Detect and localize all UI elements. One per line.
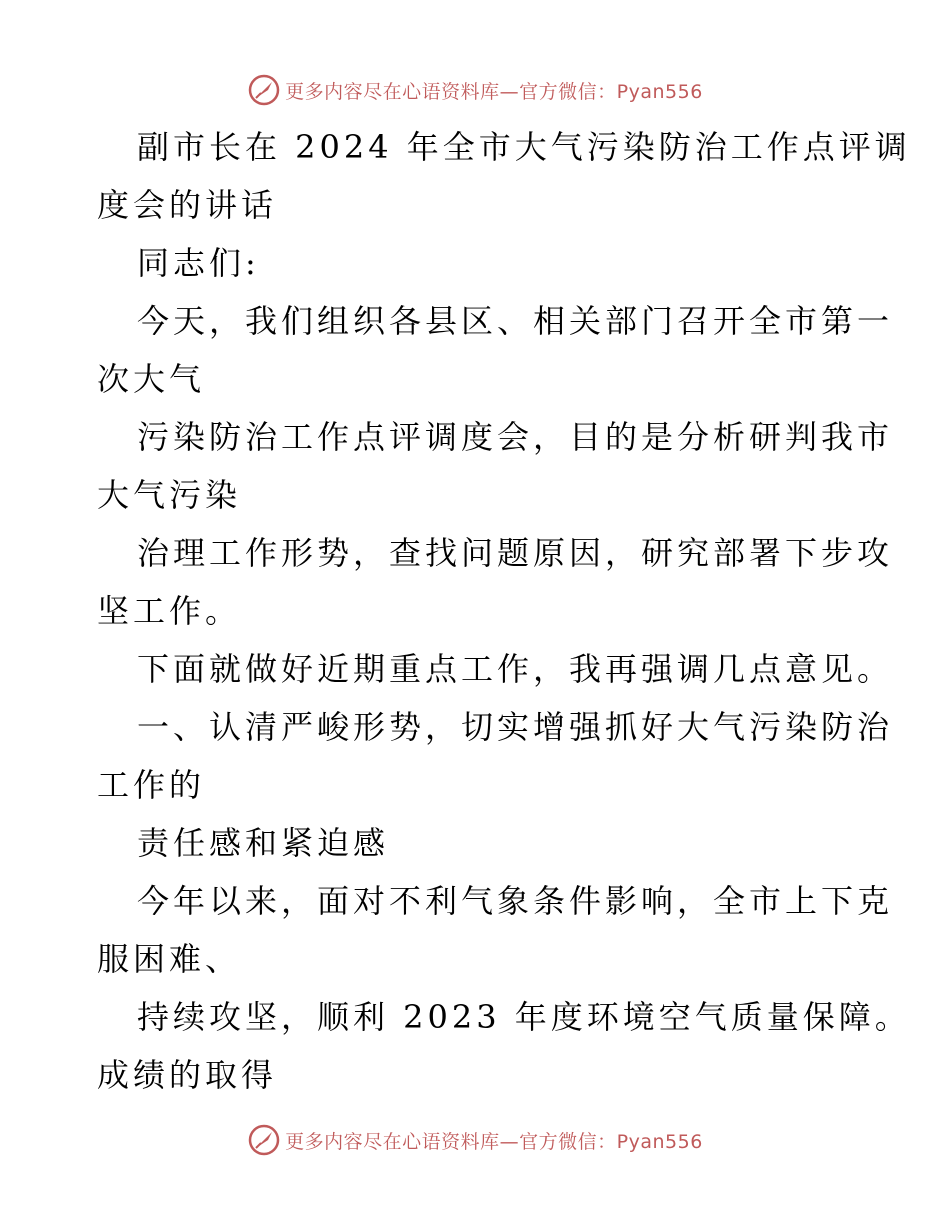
watermark-text: 更多内容尽在心语资料库—官方微信：Pyan556 xyxy=(285,1130,703,1153)
text-line: 大气污染 xyxy=(97,476,242,514)
footer-watermark xyxy=(0,1120,950,1160)
text-line: 一、认清严峻形势，切实增强抓好大气污染防治 xyxy=(137,708,894,746)
header-watermark xyxy=(0,70,950,110)
text-line: 同志们: xyxy=(137,244,260,282)
text-line: 服困难、 xyxy=(97,940,242,978)
text-line: 次大气 xyxy=(97,360,206,398)
quill-logo-icon xyxy=(247,1123,281,1157)
text-line: 今年以来，面对不利气象条件影响，全市上下克 xyxy=(137,882,894,920)
document-body xyxy=(97,118,911,1104)
text-line: 工作的 xyxy=(97,766,206,804)
text-line: 污染防治工作点评调度会，目的是分析研判我市 xyxy=(137,418,894,456)
text-line: 副市长在 2024 年全市大气污染防治工作点评调 xyxy=(137,128,911,166)
text-line: 持续攻坚，顺利 2023 年度环境空气质量保障。 xyxy=(137,998,911,1036)
text-line: 下面就做好近期重点工作，我再强调几点意见。 xyxy=(137,650,894,688)
text-line: 责任感和紧迫感 xyxy=(137,824,390,862)
text-line: 坚工作。 xyxy=(97,592,242,630)
text-line: 治理工作形势，查找问题原因，研究部署下步攻 xyxy=(137,534,894,572)
text-line: 今天，我们组织各县区、相关部门召开全市第一 xyxy=(137,302,894,340)
watermark-text: 更多内容尽在心语资料库—官方微信：Pyan556 xyxy=(285,80,703,103)
text-line: 成绩的取得 xyxy=(97,1056,278,1094)
text-line: 度会的讲话 xyxy=(97,186,278,224)
quill-logo-icon xyxy=(247,73,281,107)
